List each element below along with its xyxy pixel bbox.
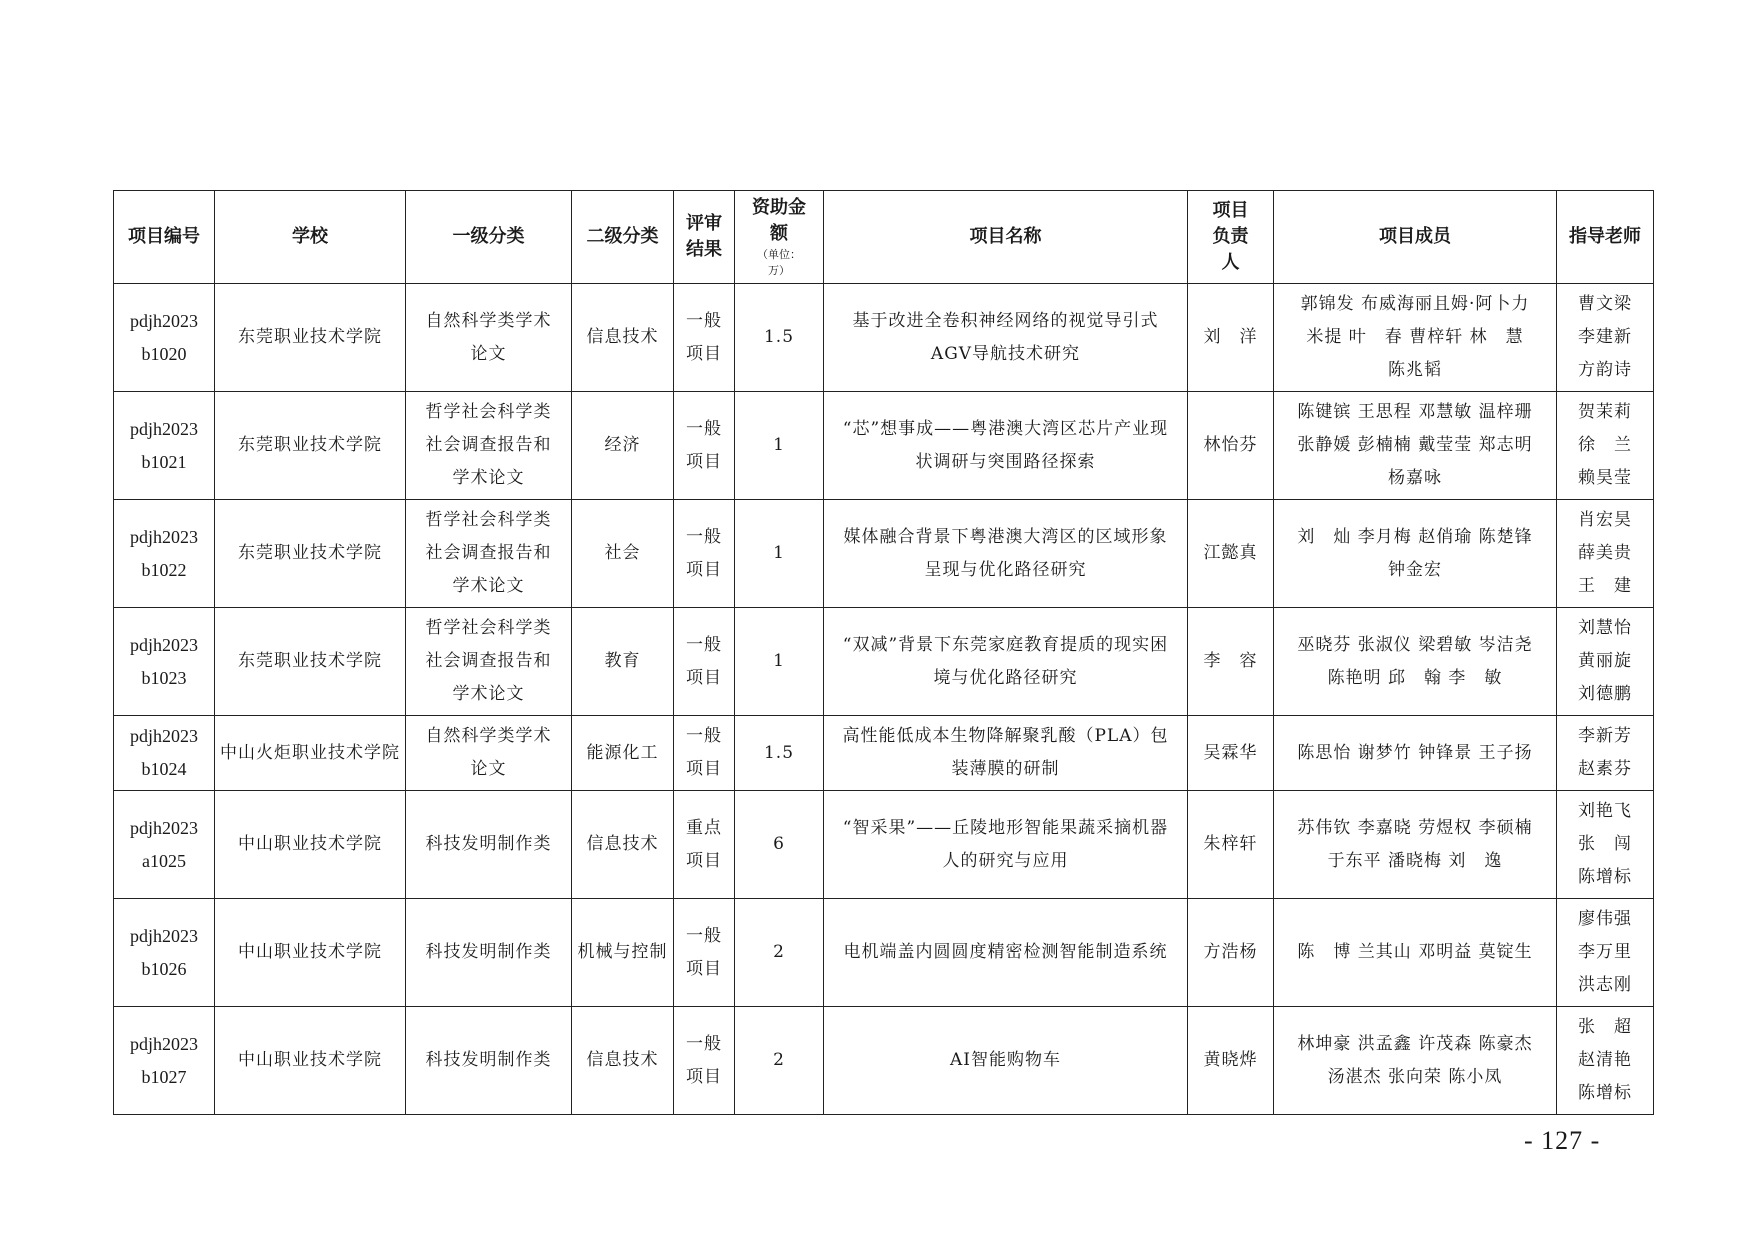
header-amount-unit: （单位：万） [757, 248, 801, 277]
cell-leader: 李 容 [1188, 608, 1274, 716]
code-line: b1021 [141, 451, 187, 472]
cell-result [674, 716, 735, 791]
members-line: 林坤豪 洪孟鑫 许茂森 陈豪杰 [1297, 1033, 1533, 1054]
advisors-line: 刘慧怡 [1578, 618, 1632, 638]
cell-name: “芯”想事成——粤港澳大湾区芯片产业现状调研与突围路径探索 [824, 392, 1188, 500]
cell-result [674, 899, 735, 1007]
result-line: 一般 [686, 1033, 722, 1054]
members-line: 刘 灿 李月梅 赵俏瑜 陈楚锋 [1297, 526, 1533, 547]
cat1-line: 论文 [470, 343, 507, 364]
header-result: 评审结果 [674, 191, 735, 284]
cell-members [1274, 284, 1557, 392]
cell-leader: 吴霖华 [1188, 716, 1274, 791]
cell-leader: 刘 洋 [1188, 284, 1274, 392]
cell-cat1 [406, 791, 572, 899]
cell-members [1274, 392, 1557, 500]
cell-name: 高性能低成本生物降解聚乳酸（PLA）包装薄膜的研制 [824, 716, 1188, 791]
project-table-container [113, 190, 1654, 1115]
members-line: 陈键镔 王思程 邓慧敏 温梓珊 [1297, 402, 1533, 422]
code-line: pdjh2023 [129, 634, 198, 655]
members-line: 郭锦发 布威海丽且姆·阿卜力 [1300, 294, 1530, 314]
header-name: 项目名称 [824, 191, 1188, 284]
members-line: 苏伟钦 李嘉晓 劳煜权 李硕楠 [1297, 817, 1533, 838]
cell-advisors [1557, 716, 1654, 791]
cell-name: “智采果”——丘陵地形智能果蔬采摘机器人的研究与应用 [824, 791, 1188, 899]
cell-amount: 1 [735, 500, 824, 608]
cell-school: 东莞职业技术学院 [215, 500, 406, 608]
cell-result [674, 608, 735, 716]
advisors-line: 赖昊莹 [1578, 468, 1632, 488]
code-line: b1024 [141, 759, 187, 779]
cat1-line: 哲学社会科学类 [425, 510, 552, 530]
cell-members [1274, 608, 1557, 716]
advisors-line: 李万里 [1578, 942, 1632, 962]
cat1-line: 科技发明制作类 [425, 1050, 552, 1070]
cell-leader: 方浩杨 [1188, 899, 1274, 1007]
advisors-line: 刘德鹏 [1578, 684, 1632, 704]
cat1-line: 社会调查报告和 [425, 651, 552, 671]
code-line: pdjh2023 [129, 1033, 198, 1054]
project-table [113, 190, 1654, 1115]
members-line: 陈思怡 谢梦竹 钟锋景 王子扬 [1297, 742, 1533, 763]
cell-leader: 江懿真 [1188, 500, 1274, 608]
members-line: 钟金宏 [1388, 559, 1442, 580]
cell-amount: 1.5 [735, 716, 824, 791]
cell-school: 中山火炬职业技术学院 [215, 716, 406, 791]
cell-code [114, 500, 215, 608]
code-line: b1026 [141, 958, 187, 979]
cell-cat2: 信息技术 [572, 1007, 674, 1115]
members-line: 汤湛杰 张向荣 陈小凤 [1327, 1066, 1503, 1087]
result-line: 项目 [686, 1066, 722, 1087]
cell-cat1 [406, 1007, 572, 1115]
cell-code [114, 284, 215, 392]
advisors-line: 赵素芬 [1578, 759, 1632, 779]
table-row [114, 1007, 1654, 1115]
cell-name: 媒体融合背景下粤港澳大湾区的区域形象呈现与优化路径研究 [824, 500, 1188, 608]
code-line: b1022 [141, 559, 187, 580]
cat1-line: 哲学社会科学类 [425, 402, 552, 422]
members-line: 陈兆韬 [1388, 360, 1442, 380]
members-line: 于东平 潘晓梅 刘 逸 [1327, 850, 1503, 871]
table-row [114, 791, 1654, 899]
cell-name: AI智能购物车 [824, 1007, 1188, 1115]
code-line: b1020 [141, 343, 187, 364]
cell-school: 东莞职业技术学院 [215, 608, 406, 716]
cell-amount: 1 [735, 392, 824, 500]
cell-amount: 1 [735, 608, 824, 716]
cell-cat2: 教育 [572, 608, 674, 716]
result-line: 一般 [686, 310, 722, 331]
cell-name: “双减”背景下东莞家庭教育提质的现实困境与优化路径研究 [824, 608, 1188, 716]
advisors-line: 薛美贵 [1578, 543, 1632, 563]
code-line: pdjh2023 [129, 526, 198, 547]
cell-school: 东莞职业技术学院 [215, 392, 406, 500]
cell-amount: 2 [735, 899, 824, 1007]
code-line: a1025 [142, 850, 186, 871]
cell-leader: 林怡芬 [1188, 392, 1274, 500]
cell-code [114, 791, 215, 899]
cell-result [674, 392, 735, 500]
cell-advisors [1557, 392, 1654, 500]
result-line: 项目 [686, 667, 722, 688]
cell-cat1 [406, 899, 572, 1007]
cell-members [1274, 716, 1557, 791]
cell-result [674, 791, 735, 899]
cell-members [1274, 1007, 1557, 1115]
cell-advisors [1557, 500, 1654, 608]
code-line: pdjh2023 [129, 925, 198, 946]
cell-code [114, 392, 215, 500]
result-line: 项目 [686, 343, 722, 364]
cell-cat2: 经济 [572, 392, 674, 500]
cat1-line: 论文 [470, 759, 507, 779]
cell-amount: 2 [735, 1007, 824, 1115]
cat1-line: 学术论文 [452, 468, 525, 488]
cell-leader: 朱梓轩 [1188, 791, 1274, 899]
header-leader: 项目负责人 [1188, 191, 1274, 284]
cell-cat2: 社会 [572, 500, 674, 608]
cat1-line: 社会调查报告和 [425, 435, 552, 455]
cell-cat1 [406, 392, 572, 500]
cell-cat1 [406, 608, 572, 716]
cell-advisors [1557, 608, 1654, 716]
cell-cat1 [406, 500, 572, 608]
header-school: 学校 [215, 191, 406, 284]
table-row [114, 716, 1654, 791]
cell-result [674, 1007, 735, 1115]
result-line: 项目 [686, 850, 722, 871]
advisors-line: 曹文梁 [1578, 294, 1632, 314]
header-cat1: 一级分类 [406, 191, 572, 284]
header-members: 项目成员 [1274, 191, 1557, 284]
cell-cat1 [406, 284, 572, 392]
cell-cat2: 能源化工 [572, 716, 674, 791]
cell-advisors [1557, 284, 1654, 392]
result-line: 项目 [686, 958, 722, 979]
cell-cat2: 机械与控制 [572, 899, 674, 1007]
result-line: 一般 [686, 526, 722, 547]
table-row [114, 392, 1654, 500]
header-cat2: 二级分类 [572, 191, 674, 284]
header-amount [735, 191, 824, 284]
advisors-line: 徐 兰 [1578, 435, 1632, 455]
table-row [114, 284, 1654, 392]
code-line: pdjh2023 [129, 418, 198, 439]
table-header-row [114, 191, 1654, 284]
header-amount-label: 资助金额 [752, 197, 806, 244]
result-line: 一般 [686, 925, 722, 946]
cell-name: 电机端盖内圆圆度精密检测智能制造系统 [824, 899, 1188, 1007]
members-line: 杨嘉咏 [1388, 468, 1442, 488]
cell-members [1274, 500, 1557, 608]
advisors-line: 黄丽旋 [1578, 651, 1632, 671]
advisors-line: 洪志刚 [1578, 975, 1632, 995]
cell-school: 中山职业技术学院 [215, 791, 406, 899]
code-line: pdjh2023 [129, 817, 198, 838]
table-row [114, 899, 1654, 1007]
cat1-line: 自然科学类学术 [425, 726, 552, 746]
header-advisors: 指导老师 [1557, 191, 1654, 284]
advisors-line: 刘艳飞 [1578, 801, 1632, 821]
cell-leader: 黄晓烨 [1188, 1007, 1274, 1115]
code-line: pdjh2023 [129, 310, 198, 331]
page-number: - 127 - [1524, 1126, 1601, 1155]
cell-members [1274, 899, 1557, 1007]
cell-school: 中山职业技术学院 [215, 899, 406, 1007]
members-line: 陈艳明 邱 翰 李 敏 [1327, 667, 1503, 688]
members-line: 张静媛 彭楠楠 戴莹莹 郑志明 [1297, 435, 1533, 455]
cat1-line: 科技发明制作类 [425, 834, 552, 854]
advisors-line: 张 超 [1578, 1017, 1632, 1037]
cell-code [114, 716, 215, 791]
result-line: 项目 [686, 559, 722, 580]
header-code: 项目编号 [114, 191, 215, 284]
advisors-line: 张 闯 [1578, 834, 1632, 854]
members-line: 陈 博 兰其山 邓明益 莫锭生 [1297, 942, 1533, 962]
cell-advisors [1557, 791, 1654, 899]
table-row [114, 608, 1654, 716]
advisors-line: 赵清艳 [1578, 1050, 1632, 1070]
cell-cat2: 信息技术 [572, 284, 674, 392]
result-line: 一般 [686, 418, 722, 439]
advisors-line: 肖宏昊 [1578, 510, 1632, 530]
cell-amount: 1.5 [735, 284, 824, 392]
cat1-line: 自然科学类学术 [425, 310, 552, 331]
code-line: b1023 [141, 667, 187, 688]
cell-advisors [1557, 899, 1654, 1007]
result-line: 一般 [686, 726, 722, 746]
cat1-line: 学术论文 [452, 684, 525, 704]
cell-amount: 6 [735, 791, 824, 899]
advisors-line: 贺茉莉 [1578, 402, 1632, 422]
cell-school: 中山职业技术学院 [215, 1007, 406, 1115]
cell-code [114, 1007, 215, 1115]
cell-code [114, 608, 215, 716]
advisors-line: 陈增标 [1578, 1083, 1632, 1103]
cat1-line: 哲学社会科学类 [425, 618, 552, 638]
cat1-line: 科技发明制作类 [425, 942, 552, 962]
advisors-line: 李建新 [1578, 327, 1632, 347]
cell-result [674, 284, 735, 392]
result-line: 项目 [686, 451, 722, 472]
cell-advisors [1557, 1007, 1654, 1115]
cat1-line: 学术论文 [452, 576, 525, 596]
cat1-line: 社会调查报告和 [425, 543, 552, 563]
code-line: pdjh2023 [129, 726, 198, 746]
advisors-line: 廖伟强 [1578, 909, 1632, 929]
result-line: 一般 [686, 634, 722, 655]
result-line: 项目 [686, 759, 722, 779]
cell-members [1274, 791, 1557, 899]
cell-code [114, 899, 215, 1007]
code-line: b1027 [141, 1066, 187, 1087]
result-line: 重点 [686, 817, 722, 838]
cell-result [674, 500, 735, 608]
advisors-line: 方韵诗 [1578, 360, 1632, 380]
advisors-line: 王 建 [1578, 576, 1632, 596]
advisors-line: 李新芳 [1578, 726, 1632, 746]
advisors-line: 陈增标 [1578, 867, 1632, 887]
cell-cat1 [406, 716, 572, 791]
cell-school: 东莞职业技术学院 [215, 284, 406, 392]
table-row [114, 500, 1654, 608]
members-line: 米提 叶 春 曹梓轩 林 慧 [1306, 327, 1524, 347]
table-body [114, 284, 1654, 1115]
members-line: 巫晓芬 张淑仪 梁碧敏 岑洁尧 [1297, 634, 1533, 655]
cell-cat2: 信息技术 [572, 791, 674, 899]
cell-name: 基于改进全卷积神经网络的视觉导引式AGV导航技术研究 [824, 284, 1188, 392]
